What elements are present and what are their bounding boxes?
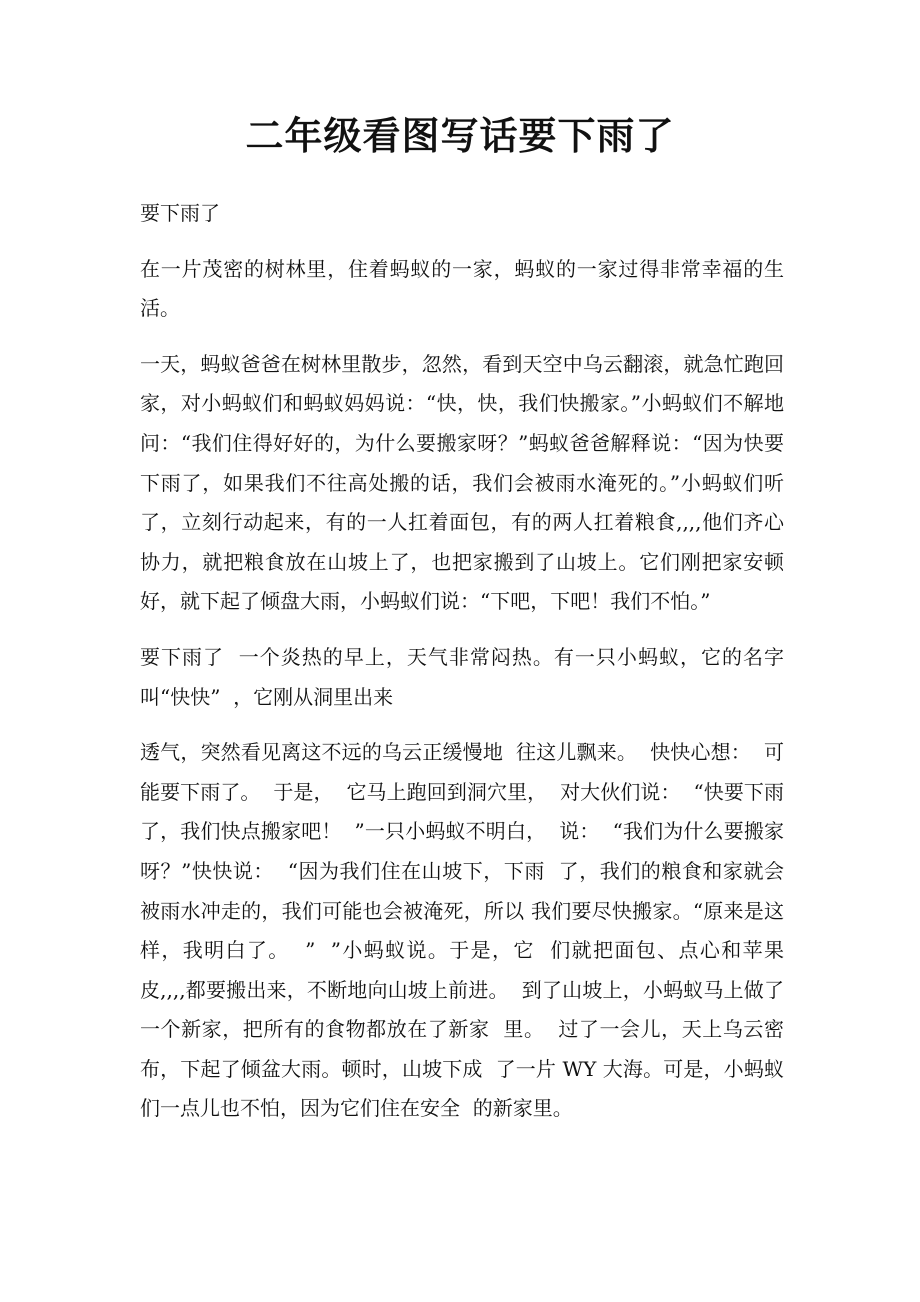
document-title: 二年级看图写话要下雨了 <box>245 113 675 158</box>
paragraph-story-two-body: 透气，突然看见离这不远的乌云正缓慢地 往这儿飘来。 快快心想： 可能要下雨了。 于是， 它马上跑回到洞穴里， 对大伙们说： “快要下雨了，我们快点搬家吧！ ”一只小蚂蚁不明白， 说： “我们为什么要搬家呀？”快快说： “因为我们住在山坡下，下雨 了，我们的粮食和家就会被雨水冲走的，我们可能也会被淹死，所以 我们要尽快搬家。“原来是这样，我明白了。 ” ”小蚂蚁说。于是，它 们就把面包、点心和苹果皮,,,,都要搬出来，不断地向山坡上前进。 到了山坡上，小蚂蚁马上做了一个新家，把所有的食物都放在了新家 里。 过了一会儿，天上乌云密布，下起了倾盆大雨。顿时，山坡下成 了一片 WY 大海。可是，小蚂蚁们一点儿也不怕，因为它们住在安全 的新家里。 <box>140 740 784 1121</box>
essay-subtitle: 要下雨了 <box>140 201 220 225</box>
paragraph-story-two-start: 要下雨了 一个炎热的早上，天气非常闷热。有一只小蚂蚁，它的名字叫“快快” ，它刚从洞里出来 <box>140 644 784 709</box>
paragraph-story-one: 一天，蚂蚁爸爸在树林里散步，忽然，看到天空中乌云翻滚，就急忙跑回家，对小蚂蚁们和蚂蚁妈妈说：“快，快，我们快搬家。”小蚂蚁们不解地问：“我们住得好好的，为什么要搬家呀？”蚂蚁爸爸解释说：“因为快要下雨了，如果我们不往高处搬的话，我们会被雨水淹死的。”小蚂蚁们听了，立刻行动起来，有的一人扛着面包，有的两人扛着粮食,,,,他们齐心协力，就把粮食放在山坡上了，也把家搬到了山坡上。它们刚把家安顿好，就下起了倾盘大雨，小蚂蚁们说：“下吧，下吧！我们不怕。” <box>140 351 784 614</box>
document-body <box>140 194 784 1145</box>
paragraph-intro: 在一片茂密的树林里，住着蚂蚁的一家，蚂蚁的一家过得非常幸福的生活。 <box>140 256 784 321</box>
